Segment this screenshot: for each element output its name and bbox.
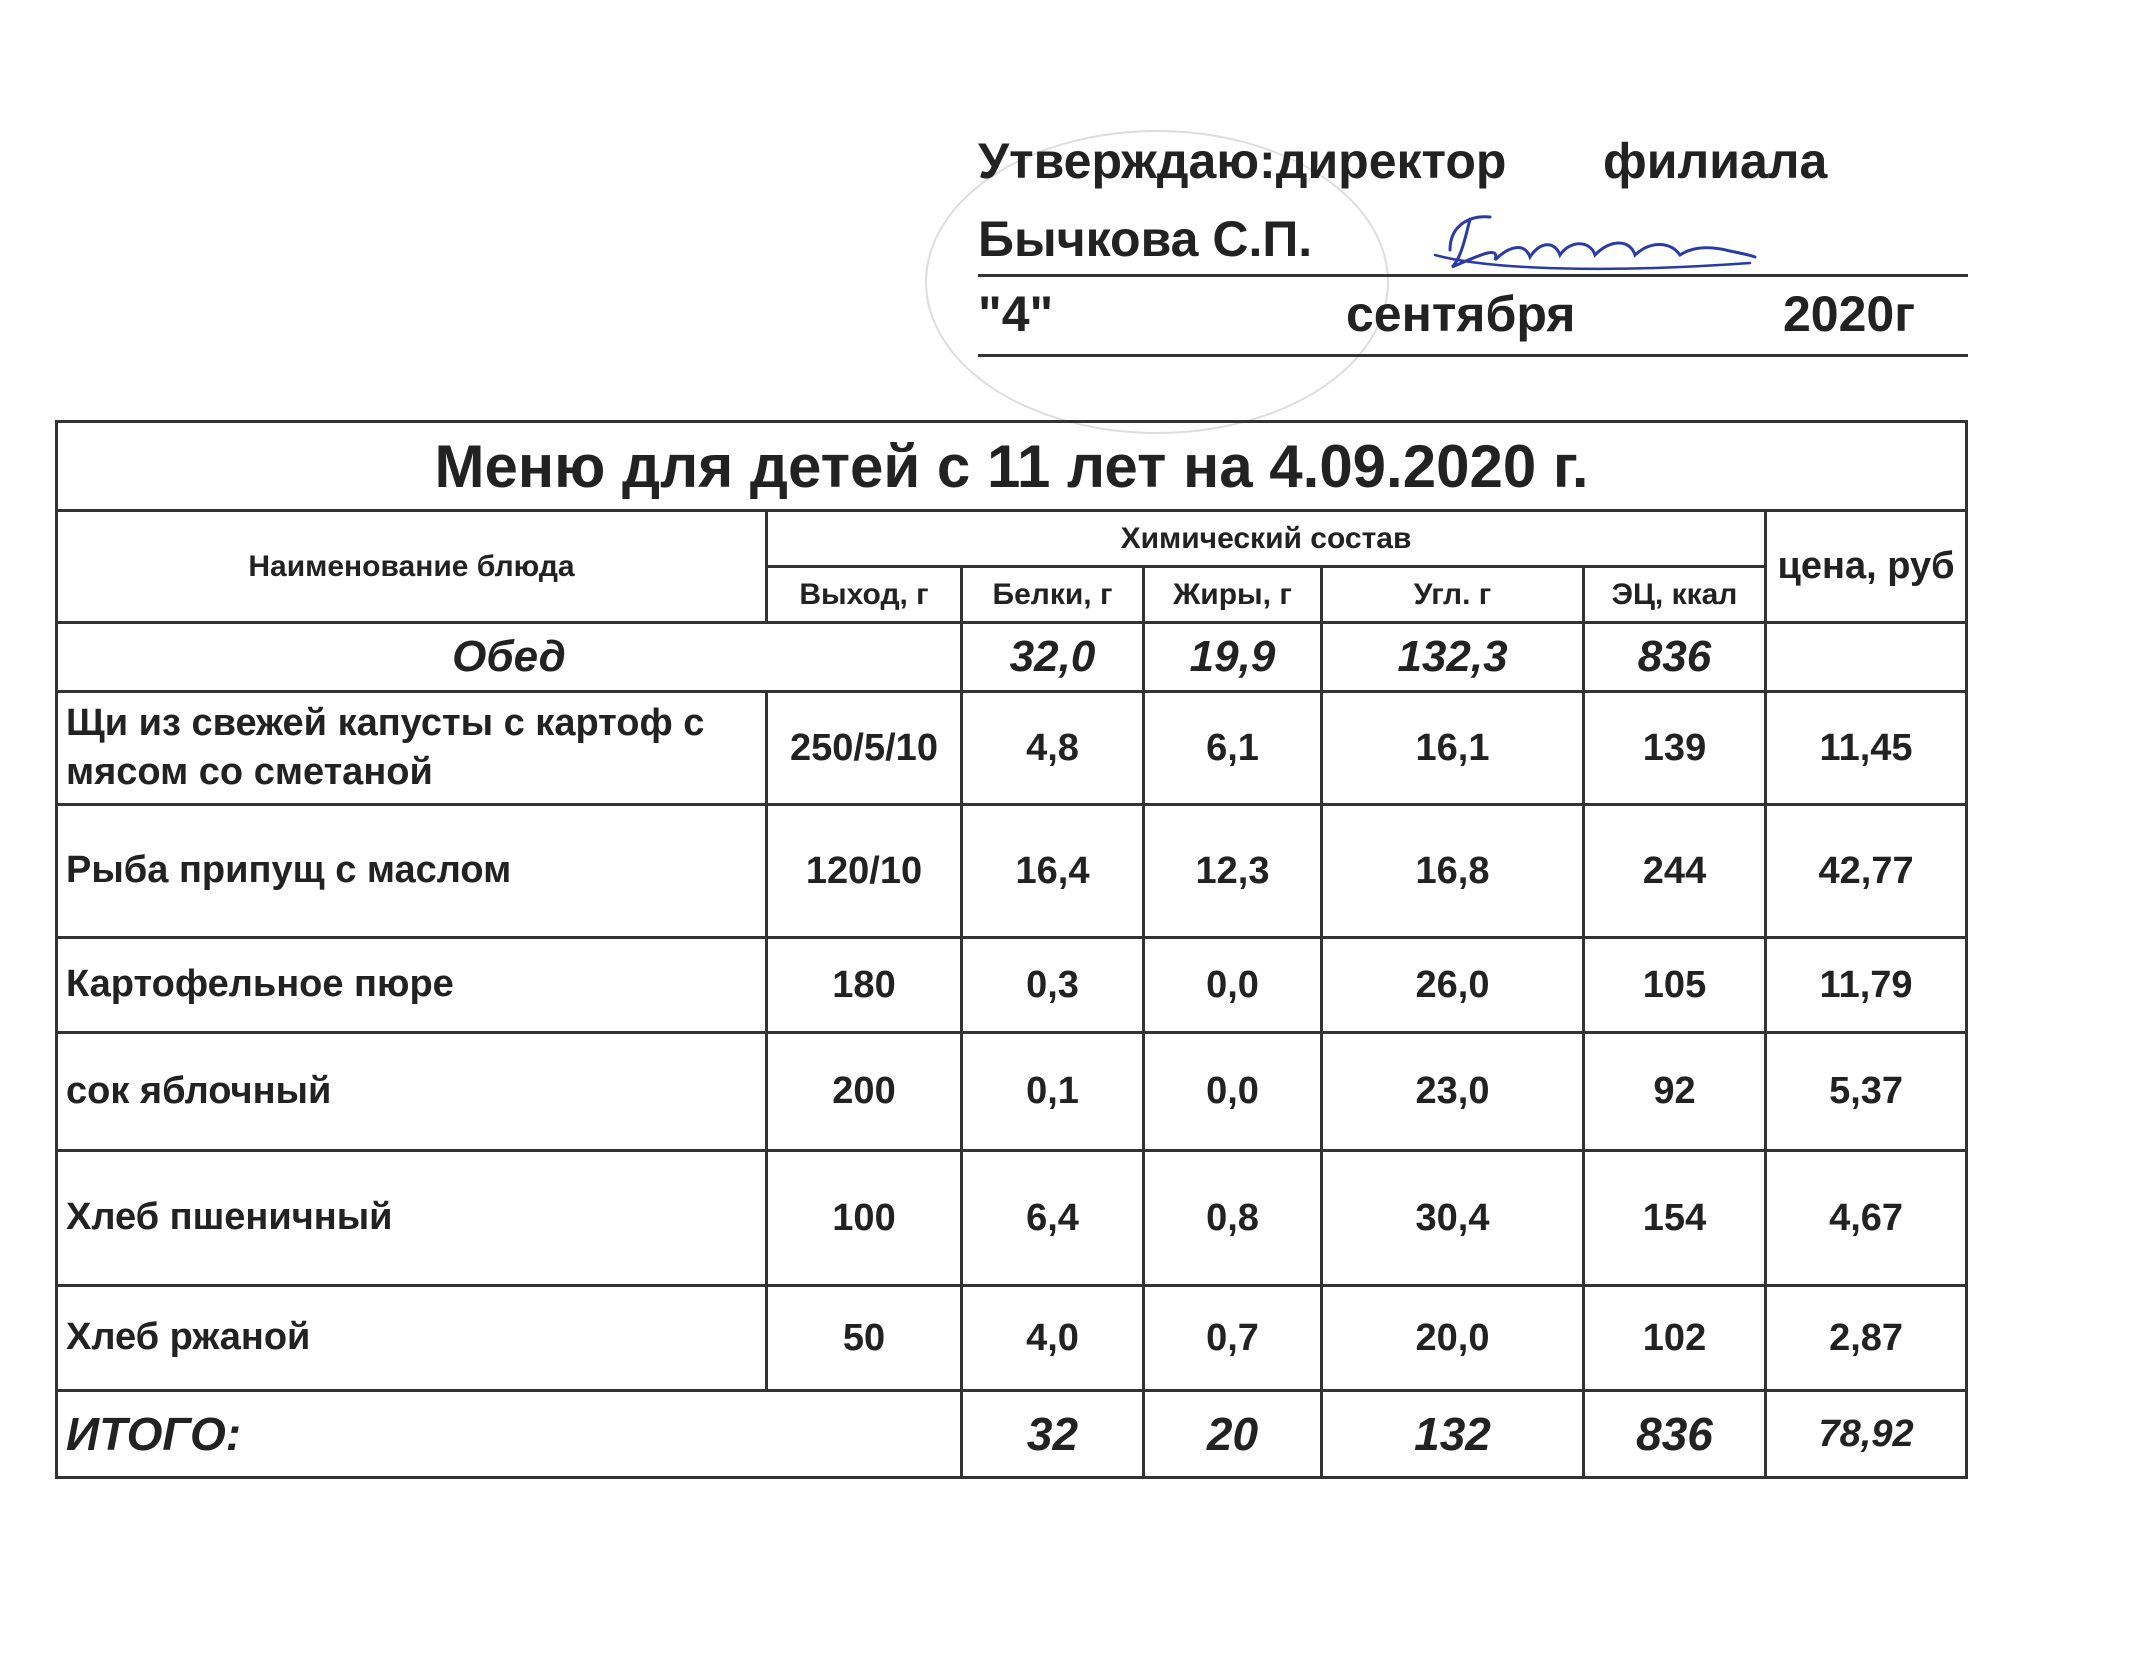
section-row (57, 623, 1967, 692)
signature (1430, 205, 1760, 280)
approval-year: 2020г (1783, 286, 1916, 342)
table-row (57, 1033, 1967, 1151)
dish-name: Хлеб ржаной (57, 1286, 767, 1391)
table-row (57, 938, 1967, 1033)
menu-table (55, 420, 1968, 1479)
section-protein: 32,0 (962, 623, 1144, 692)
dish-yield: 50 (767, 1286, 962, 1391)
total-carbs: 132 (1322, 1391, 1584, 1478)
dish-yield: 120/10 (767, 805, 962, 938)
dish-name: сок яблочный (57, 1033, 767, 1151)
section-energy: 836 (1584, 623, 1766, 692)
approval-branch-label: филиала (1603, 133, 1828, 189)
approval-name: Бычкова С.П. (978, 211, 1313, 267)
approval-line-1 (978, 132, 1828, 190)
table-row (57, 1151, 1967, 1286)
dish-name: Картофельное пюре (57, 938, 767, 1033)
dish-name: Рыба припущ с маслом (57, 805, 767, 938)
table-row (57, 805, 1967, 938)
table-row (57, 692, 1967, 805)
dish-carbs: 20,0 (1322, 1286, 1584, 1391)
dish-yield: 100 (767, 1151, 962, 1286)
header-chem-composition: Химический состав (767, 511, 1766, 567)
dish-energy: 244 (1584, 805, 1766, 938)
dish-carbs: 26,0 (1322, 938, 1584, 1033)
total-label: ИТОГО: (57, 1391, 962, 1478)
header-energy: ЭЦ, ккал (1584, 567, 1766, 623)
total-row (57, 1391, 1967, 1478)
dish-fat: 0,8 (1144, 1151, 1322, 1286)
header-carbs: Угл. г (1322, 567, 1584, 623)
dish-carbs: 16,8 (1322, 805, 1584, 938)
dish-protein: 6,4 (962, 1151, 1144, 1286)
header-yield: Выход, г (767, 567, 962, 623)
section-name: Обед (57, 623, 962, 692)
dish-energy: 102 (1584, 1286, 1766, 1391)
dish-price: 11,45 (1766, 692, 1967, 805)
dish-fat: 6,1 (1144, 692, 1322, 805)
dish-energy: 92 (1584, 1033, 1766, 1151)
dish-fat: 0,0 (1144, 938, 1322, 1033)
dish-yield: 180 (767, 938, 962, 1033)
header-protein: Белки, г (962, 567, 1144, 623)
dish-yield: 250/5/10 (767, 692, 962, 805)
header-price: цена, руб (1766, 511, 1967, 623)
approval-date (978, 285, 1968, 343)
dish-protein: 4,8 (962, 692, 1144, 805)
section-carbs: 132,3 (1322, 623, 1584, 692)
dish-energy: 139 (1584, 692, 1766, 805)
header-fat: Жиры, г (1144, 567, 1322, 623)
table-row (57, 1286, 1967, 1391)
approval-month: сентября (1346, 286, 1576, 342)
section-fat: 19,9 (1144, 623, 1322, 692)
approval-underline-2 (978, 354, 1968, 357)
dish-yield: 200 (767, 1033, 962, 1151)
dish-fat: 0,0 (1144, 1033, 1322, 1151)
dish-energy: 105 (1584, 938, 1766, 1033)
approval-underline-1 (978, 274, 1968, 277)
dish-price: 2,87 (1766, 1286, 1967, 1391)
total-energy: 836 (1584, 1391, 1766, 1478)
header-dish-name: Наименование блюда (57, 511, 767, 623)
dish-name: Щи из свежей капусты с картоф с мясом со сметаной (57, 692, 767, 805)
total-fat: 20 (1144, 1391, 1322, 1478)
approval-day: "4" (978, 286, 1054, 342)
dish-carbs: 23,0 (1322, 1033, 1584, 1151)
section-price (1766, 623, 1967, 692)
dish-fat: 0,7 (1144, 1286, 1322, 1391)
dish-fat: 12,3 (1144, 805, 1322, 938)
dish-price: 4,67 (1766, 1151, 1967, 1286)
dish-energy: 154 (1584, 1151, 1766, 1286)
dish-carbs: 30,4 (1322, 1151, 1584, 1286)
dish-protein: 16,4 (962, 805, 1144, 938)
dish-protein: 0,1 (962, 1033, 1144, 1151)
total-protein: 32 (962, 1391, 1144, 1478)
dish-price: 42,77 (1766, 805, 1967, 938)
dish-carbs: 16,1 (1322, 692, 1584, 805)
dish-name: Хлеб пшеничный (57, 1151, 767, 1286)
approval-director-label: Утверждаю:директор (978, 133, 1507, 189)
dish-protein: 4,0 (962, 1286, 1144, 1391)
total-price: 78,92 (1766, 1391, 1967, 1478)
menu-title: Меню для детей с 11 лет на 4.09.2020 г. (57, 422, 1967, 511)
dish-protein: 0,3 (962, 938, 1144, 1033)
dish-price: 5,37 (1766, 1033, 1967, 1151)
dish-price: 11,79 (1766, 938, 1967, 1033)
